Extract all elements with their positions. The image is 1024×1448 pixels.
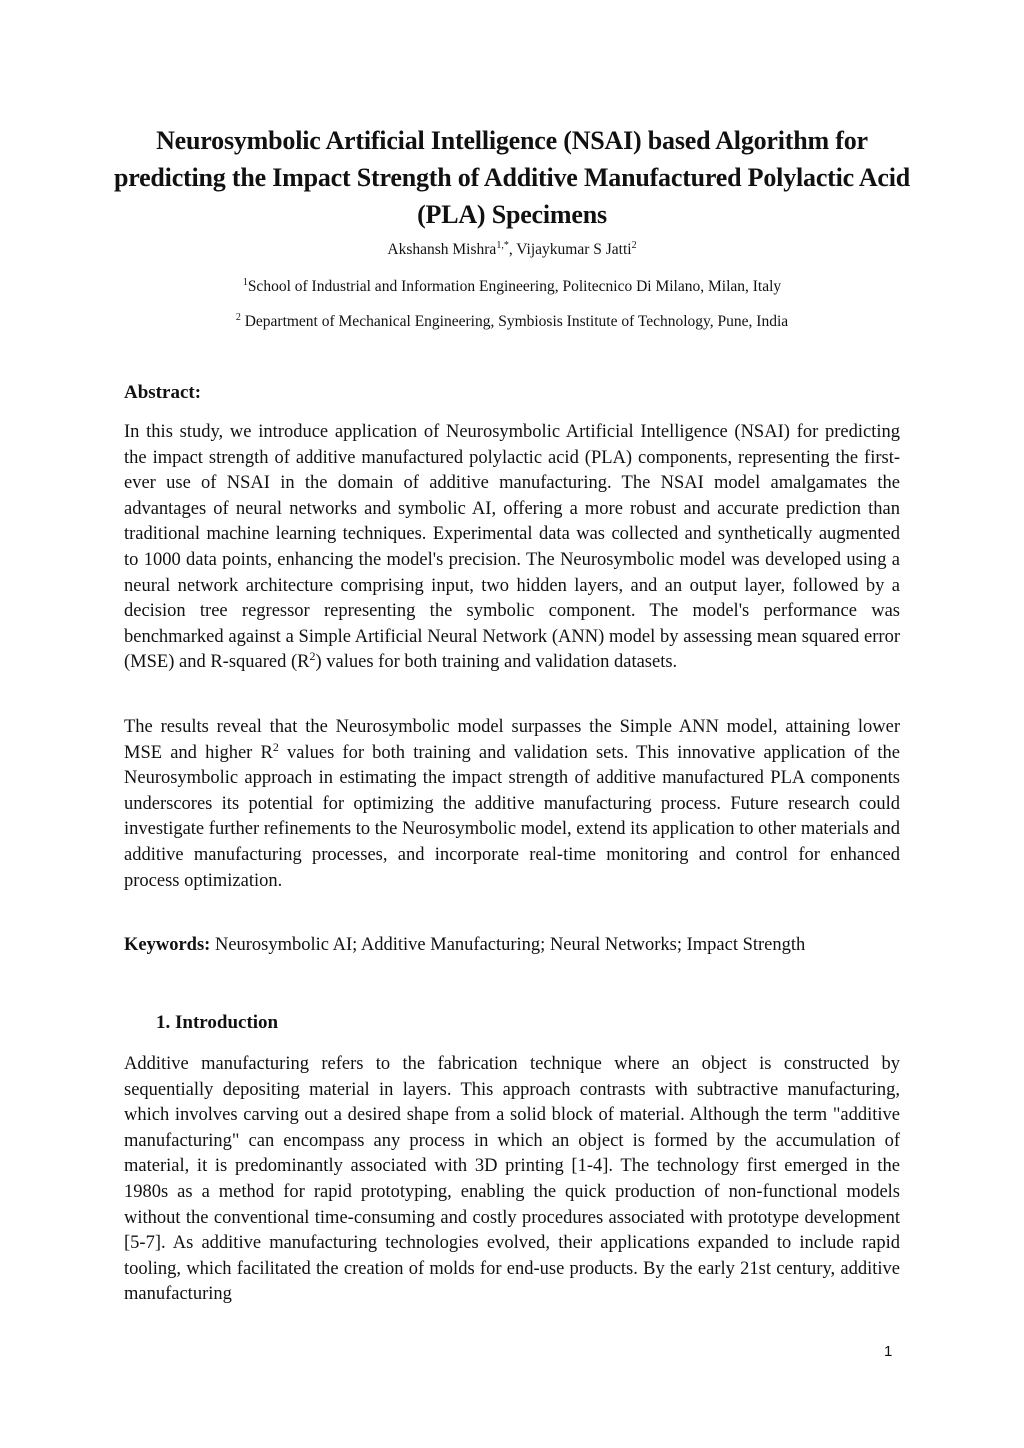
author-2-superscript: 2 bbox=[631, 239, 637, 251]
affiliation-2 bbox=[0, 312, 1024, 332]
abstract-p1-superscript: 2 bbox=[309, 649, 316, 664]
affiliation-1 bbox=[0, 277, 1024, 297]
page-number: 1 bbox=[884, 1343, 893, 1360]
affiliation-1-superscript: 1 bbox=[242, 276, 248, 288]
affiliation-2-text: Department of Mechanical Engineering, Symbiosis Institute of Technology, Pune, India bbox=[240, 313, 789, 330]
abstract-paragraph-2 bbox=[124, 715, 900, 894]
author-line bbox=[0, 240, 1024, 260]
abstract-p1-text-b: ) values for both training and validation datasets. bbox=[315, 652, 678, 673]
introduction-paragraph-1: Additive manufacturing refers to the fabrication technique where an object is constructed by sequentially depositing material in layers. This approach contrasts with subtractive manufacturing, which involves carving out a desired shape from a solid block of material. Although the term "additive manufacturing" can encompass any process in which an object is formed by the accumulation of material, it is predominantly associated with 3D printing [1-4]. The technology first emerged in the 1980s as a method for rapid prototyping, enabling the quick production of non-functional models without the conventional time-consuming and costly procedures associated with prototype development [5-7]. As additive manufacturing technologies evolved, their applications expanded to include rapid tooling, which facilitated the creation of molds for end-use products. By the early 21st century, additive manufacturing bbox=[124, 1054, 900, 1305]
author-separator: , bbox=[508, 241, 517, 258]
abstract-p2-text-a: The results reveal that the Neurosymbolic model surpasses the Simple ANN model, attaining lower MSE and higher R bbox=[124, 717, 900, 763]
abstract-p2-text-b: values for both training and validation sets. This innovative application of the Neurosymbolic approach in estimating the impact strength of additive manufactured PLA components underscores its potential for optimizing the additive manufacturing process. Future research could investigate further refinements to the Neurosymbolic model, extend its application to other materials and additive manufacturing processes, and incorporate real-time monitoring and control for enhanced process optimization. bbox=[124, 742, 900, 891]
keywords-line bbox=[124, 933, 900, 959]
keywords-text: Neurosymbolic AI; Additive Manufacturing; Neural Networks; Impact Strength bbox=[210, 935, 806, 955]
abstract-p1-text-a: In this study, we introduce application of Neurosymbolic Artificial Intelligence (NSAI) for predicting the impact strength of additive manufactured polylactic acid (PLA) components, representing the first-ever use of NSAI in the domain of additive manufacturing. The NSAI model amalgamates the advantages of neural networks and symbolic AI, offering a more robust and accurate prediction than traditional machine learning techniques. Experimental data was collected and synthetically augmented to 1000 data points, enhancing the model's precision. The Neurosymbolic model was developed using a neural network architecture comprising input, two hidden layers, and an output layer, followed by a decision tree regressor representing the symbolic component. The model's performance was benchmarked against a Simple Artificial Neural Network (ANN) model by assessing mean squared error (MSE) and R-squared (R bbox=[124, 422, 900, 673]
abstract-paragraph-1 bbox=[124, 420, 900, 676]
author-1-name: Akshansh Mishra bbox=[387, 241, 497, 258]
abstract-p2-superscript: 2 bbox=[272, 739, 279, 754]
affiliation-1-text: School of Industrial and Information Engineering, Politecnico Di Milano, Milan, Italy bbox=[247, 278, 782, 295]
section-heading-introduction: 1. Introduction bbox=[156, 1012, 279, 1033]
paper-title: Neurosymbolic Artificial Intelligence (NSAI) based Algorithm for predicting the Impact Strength of Additive Manufactured Polylactic Acid (PLA) Specimens bbox=[113, 126, 911, 229]
affiliation-2-superscript: 2 bbox=[235, 311, 241, 323]
abstract-heading: Abstract: bbox=[124, 382, 202, 403]
keywords-label: Keywords: bbox=[124, 935, 211, 955]
author-2-name: Vijaykumar S Jatti bbox=[516, 241, 632, 258]
author-1-superscript: 1,* bbox=[496, 239, 509, 251]
